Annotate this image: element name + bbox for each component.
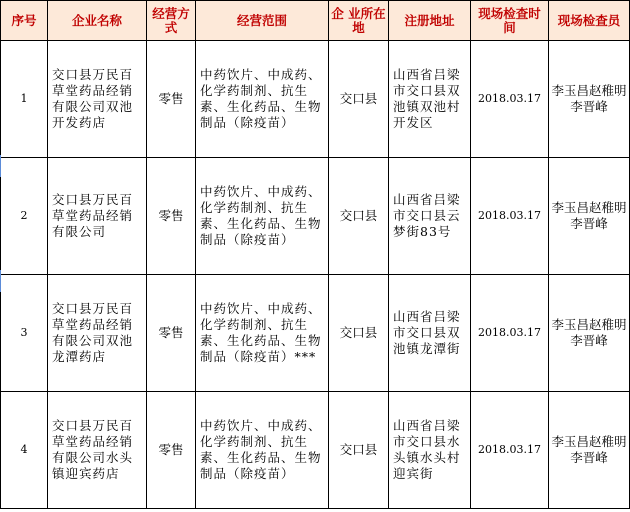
cell-location: 交口县 <box>329 158 389 275</box>
cell-seq: 1 <box>1 41 48 158</box>
table-row <box>1 41 630 158</box>
cell-scope: 中药饮片、中成药、化学药制剂、抗生素、生化药品、生物制品（除疫苗） <box>196 41 329 158</box>
cell-scope: 中药饮片、中成药、化学药制剂、抗生素、生化药品、生物制品（除疫苗） <box>196 392 329 509</box>
cell-address: 山西省吕梁市交口县水头镇水头村迎宾街 <box>389 392 471 509</box>
cell-inspectors: 李玉昌赵稚明李晋峰 <box>549 158 630 275</box>
cell-date: 2018.03.17 <box>471 275 549 392</box>
table-row <box>1 158 630 275</box>
cell-company: 交口县万民百草堂药品经销有限公司水头镇迎宾药店 <box>48 392 147 509</box>
header-row <box>1 1 630 41</box>
header-location: 企 业所在地 <box>329 1 389 41</box>
cell-inspectors: 李玉昌赵稚明李晋峰 <box>549 275 630 392</box>
header-seq: 序号 <box>1 1 48 41</box>
cell-date: 2018.03.17 <box>471 41 549 158</box>
cell-seq: 2 <box>1 158 48 275</box>
cell-company: 交口县万民百草堂药品经销有限公司双池开发药店 <box>48 41 147 158</box>
cell-date: 2018.03.17 <box>471 392 549 509</box>
cell-scope: 中药饮片、中成药、化学药制剂、抗生素、生化药品、生物制品（除疫苗）*** <box>196 275 329 392</box>
cell-company: 交口县万民百草堂药品经销有限公司 <box>48 158 147 275</box>
cell-mode: 零售 <box>147 275 196 392</box>
header-address: 注册地址 <box>389 1 471 41</box>
cell-company: 交口县万民百草堂药品经销有限公司双池龙潭药店 <box>48 275 147 392</box>
cell-seq: 3 <box>1 275 48 392</box>
cell-inspectors: 李玉昌赵稚明李晋峰 <box>549 392 630 509</box>
cell-mode: 零售 <box>147 41 196 158</box>
table-row <box>1 275 630 392</box>
row-divider-marker <box>0 155 1 177</box>
cell-mode: 零售 <box>147 158 196 275</box>
cell-inspectors: 李玉昌赵稚明李晋峰 <box>549 41 630 158</box>
row-divider-marker <box>0 270 1 292</box>
cell-address: 山西省吕梁市交口县双池镇龙潭街 <box>389 275 471 392</box>
header-date: 现场检查时 间 <box>471 1 549 41</box>
cell-location: 交口县 <box>329 41 389 158</box>
header-scope: 经营范围 <box>196 1 329 41</box>
cell-location: 交口县 <box>329 275 389 392</box>
cell-address: 山西省吕梁市交口县双池镇双池村开发区 <box>389 41 471 158</box>
cell-mode: 零售 <box>147 392 196 509</box>
cell-scope: 中药饮片、中成药、化学药制剂、抗生素、生化药品、生物制品（除疫苗） <box>196 158 329 275</box>
header-mode: 经营方式 <box>147 1 196 41</box>
cell-seq: 4 <box>1 392 48 509</box>
table-row <box>1 392 630 509</box>
cell-date: 2018.03.17 <box>471 158 549 275</box>
header-company: 企业名称 <box>48 1 147 41</box>
header-inspectors: 现场检查员 <box>549 1 630 41</box>
cell-location: 交口县 <box>329 392 389 509</box>
cell-address: 山西省吕梁市交口县云梦街83号 <box>389 158 471 275</box>
